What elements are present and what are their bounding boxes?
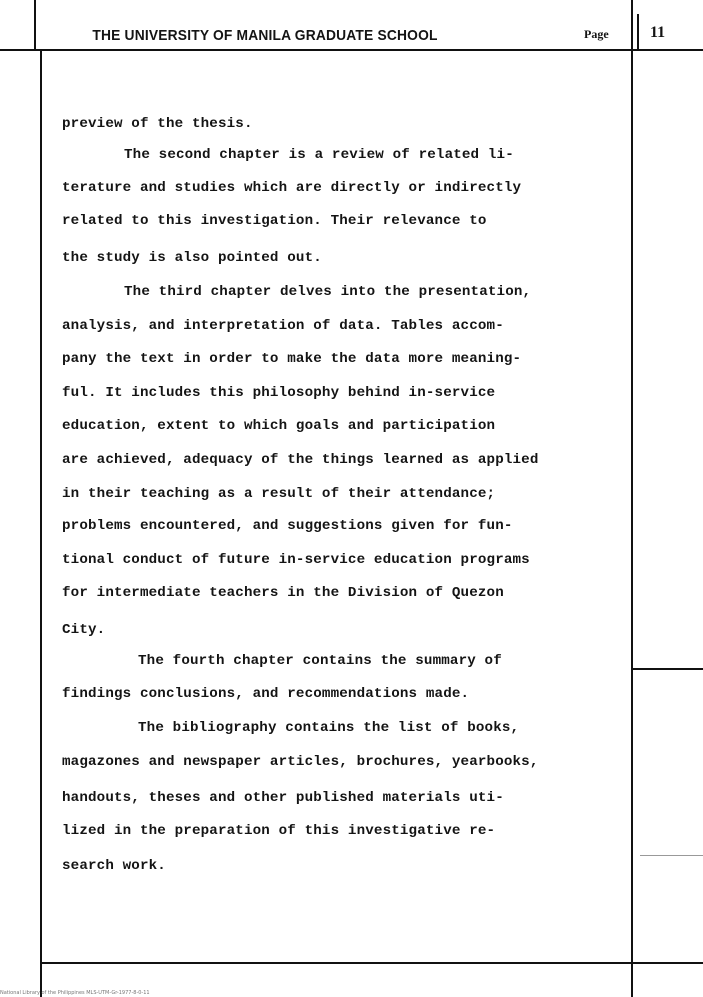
scan-footer: National Library of the Philippines MLS-UTM-Gr-1977-8-0-11 <box>0 990 150 996</box>
text-line: pany the text in order to make the data more meaning- <box>62 351 522 367</box>
text-line: City. <box>62 622 106 638</box>
text-line: magazones and newspaper articles, brochures, yearbooks, <box>62 754 539 770</box>
text-line: the study is also pointed out. <box>62 250 322 266</box>
text-line: The fourth chapter contains the summary of <box>138 653 502 669</box>
text-line: search work. <box>62 858 166 874</box>
right-strip-line-faint <box>640 855 703 856</box>
page-number: 11 <box>650 24 666 41</box>
bottom-border-line <box>40 962 703 964</box>
text-line: tional conduct of future in-service education programs <box>62 552 530 568</box>
left-margin-line <box>40 50 42 997</box>
right-margin-line <box>631 0 633 997</box>
text-line: handouts, theses and other published materials uti- <box>62 790 504 806</box>
school-title: THE UNIVERSITY OF MANILA GRADUATE SCHOOL <box>92 27 438 44</box>
text-line: education, extent to which goals and participation <box>62 418 496 434</box>
text-line: ful. It includes this philosophy behind in-service <box>62 385 496 401</box>
text-line: problems encountered, and suggestions given for fun- <box>62 518 513 534</box>
text-line: analysis, and interpretation of data. Tables accom- <box>62 318 504 334</box>
text-line: preview of the thesis. <box>62 116 253 132</box>
text-line: findings conclusions, and recommendations made. <box>62 686 470 702</box>
text-line: terature and studies which are directly or indirectly <box>62 180 522 196</box>
right-strip-line <box>633 668 703 670</box>
header-left-vertical <box>34 0 36 50</box>
text-line: The third chapter delves into the presentation, <box>124 284 532 300</box>
text-line: in their teaching as a result of their attendance; <box>62 486 496 502</box>
page-box-divider <box>637 14 639 50</box>
text-line: related to this investigation. Their relevance to <box>62 213 487 229</box>
page-label: Page <box>584 27 609 41</box>
text-line: The bibliography contains the list of books, <box>138 720 520 736</box>
top-border-line <box>0 49 703 51</box>
text-line: The second chapter is a review of related li- <box>124 147 514 163</box>
text-line: lized in the preparation of this investigative re- <box>62 823 496 839</box>
text-line: are achieved, adequacy of the things learned as applied <box>62 452 539 468</box>
text-line: for intermediate teachers in the Division of Quezon <box>62 585 504 601</box>
